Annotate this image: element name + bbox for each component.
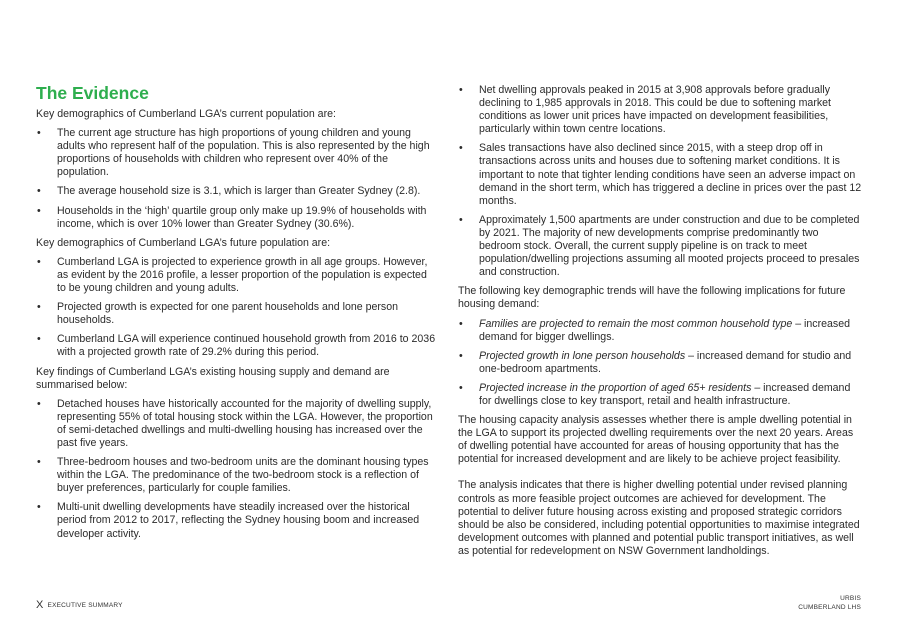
list-item: • Projected increase in the proportion of aged 65+ residents – increased demand for dwellings close to key transport, retail and health infrastructure. (459, 381, 851, 407)
right-column (458, 84, 862, 564)
bullet-icon: • (37, 456, 41, 469)
left-column (36, 82, 438, 547)
footer-left (36, 599, 123, 611)
bullet-icon: • (37, 204, 41, 217)
bullet-icon: • (37, 301, 41, 314)
list-item: • Approximately 1,500 apartments are under construction and due to be completed by 2021. The majority of new developments comprise predominantly two bedroom stock. Overall, the current supply pipeline is on track to meet population/dwelling projections assuming all mooted projects proceed to presales and construction. (459, 213, 860, 279)
future-demographics-list (36, 256, 438, 360)
demographic-trends-list (458, 318, 862, 409)
bullet-icon: • (37, 185, 41, 198)
list-item: • Detached houses have historically accounted for the majority of dwelling supply, representing 55% of total housing stock within the LGA. However, the proportion of semi-detached dwellings and multi-dwelling housing has increased over the past five years. (37, 397, 433, 449)
bullet-icon: • (37, 255, 41, 268)
section-label: EXECUTIVE SUMMARY (47, 602, 123, 609)
bullet-icon: • (459, 381, 463, 394)
list-item: • The average household size is 3.1, which is larger than Greater Sydney (2.8). (37, 185, 421, 198)
bullet-icon: • (459, 142, 463, 155)
list-item: • Sales transactions have also declined since 2015, with a steep drop off in transactions across units and houses due to softening market conditions. It is important to note that tighter lending conditions have seen an adverse impact on demand in the short term, which has triggered a decline in prices over the past 12 months. (459, 142, 862, 207)
housing-findings-continued-list (458, 84, 862, 279)
bullet-icon: • (459, 84, 463, 96)
intro-future: Key demographics of Cumberland LGA’s future population are: (36, 236, 331, 249)
list-item: • Households in the ‘high’ quartile group only make up 19.9% of households with income, which is over 10% lower than Greater Sydney (30.6%). (37, 204, 427, 230)
bullet-icon: • (459, 213, 463, 226)
list-item: • Net dwelling approvals peaked in 2015 at 3,908 approvals before gradually declining to 1,985 approvals in 2018. This could be due to softening market conditions as lower unit prices have impacted on development feasibilities, particularly within town centre locations. (459, 84, 831, 136)
list-item: • Projected growth is expected for one parent households and lone person households. (37, 301, 398, 327)
footer-right (798, 594, 861, 612)
list-item: • Cumberland LGA is projected to experience growth in all age groups. However, as evident by the 2016 profile, a lesser proportion of the population is expected to be young children and young adults. (37, 255, 428, 295)
housing-findings-list (36, 398, 438, 541)
list-item: • The current age structure has high proportions of young children and young adults who represent half of the population. This is also represented by the high proportions of households with children who represent over 40% of the population. (37, 127, 430, 179)
bullet-icon: • (37, 333, 41, 346)
list-item: • Multi-unit dwelling developments have steadily increased over the historical period from 2012 to 2017, reflecting the Sydney housing boom and increased developer activity. (37, 501, 420, 540)
brand-label: URBIS (840, 595, 861, 602)
intro-findings: Key findings of Cumberland LGA’s existing housing supply and demand are summarised below: (36, 365, 390, 391)
list-item: • Three-bedroom houses and two-bedroom units are the dominant housing types within the LGA. The predominance of the two-bedroom stock is a reflection of buyer preferences, particularly for couple families. (37, 456, 429, 495)
page-number: X (36, 599, 44, 611)
page-title: The Evidence (36, 83, 149, 103)
list-item: • Projected growth in lone person households – increased demand for studio and one-bedroom apartments. (459, 349, 852, 375)
bullet-icon: • (37, 397, 41, 410)
list-item: • Families are projected to remain the most common household type – increased demand for bigger dwellings. (459, 317, 850, 343)
intro-current: Key demographics of Cumberland LGA’s current population are: (36, 108, 336, 120)
capacity-paragraph: The housing capacity analysis assesses whether there is ample dwelling potential in the LGA to support its projected dwelling requirements over the next 20 years. Areas of dwelling potential have accounted for areas of housing opportunity that has the potential for increased development and are likely to be achieve project feasibility. (458, 414, 854, 466)
bullet-icon: • (459, 317, 463, 330)
document-label: CUMBERLAND LHS (798, 604, 861, 611)
bullet-icon: • (459, 349, 463, 362)
list-item: • Cumberland LGA will experience continued household growth from 2016 to 2036 with a projected growth rate of 29.2% during this period. (37, 333, 436, 359)
current-demographics-list (36, 127, 438, 231)
intro-trends: The following key demographic trends will have the following implications for future housing demand: (458, 285, 846, 311)
bullet-icon: • (37, 127, 41, 140)
analysis-paragraph: The analysis indicates that there is higher dwelling potential under revised planning controls as more feasible project outcomes are achieved for development. The potential to deliver future housing across existing and proposed strategic corridors should be also be considered, including potential opportunities to maximise integrated development outcomes with planned and potential public transport initiatives, as well as potential for redevelopment on NSW Government landholdings. (458, 479, 860, 557)
bullet-icon: • (37, 501, 41, 514)
